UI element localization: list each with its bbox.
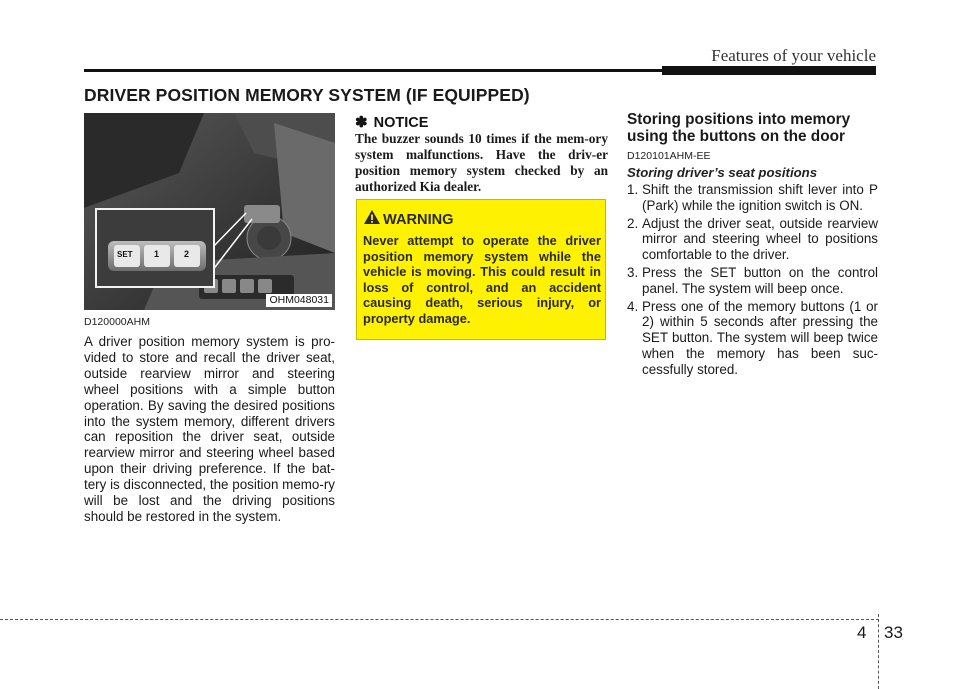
- footer-divider: [878, 614, 879, 689]
- door-memory-buttons-photo: [84, 113, 335, 310]
- storing-subtitle: Storing driver’s seat positions: [627, 165, 818, 180]
- header-title: Features of your vehicle: [711, 46, 876, 65]
- photo-code: OHM048031: [266, 294, 332, 307]
- storing-positions-title: Storing positions into memory using the buttons on the door: [627, 111, 851, 145]
- step-item: [627, 299, 878, 378]
- step-number: 1.: [627, 182, 639, 197]
- warning-box: [356, 199, 606, 340]
- step-number: 3.: [627, 264, 639, 280]
- intro-paragraph: A driver position memory system is pro-vided to store and recall the driver seat, outside rearview mirror and steering wheel positions with a simple button operation. By saving the desired positions into the system memory, different drivers can reposition the driver seat, outside rearview mirror and steering wheel based upon their driving preference. If the bat-tery is disconnected, the position memo-ry will be lost and the driving positions should be restored in the system.: [84, 334, 335, 524]
- warning-triangle-icon: [363, 209, 381, 225]
- header-tab-bar: [662, 66, 876, 75]
- step-text: Press one of the memory buttons (1 or 2) within 5 seconds after pressing the SET button. The system will beep twice when the memory has been suc-cessfully stored.: [642, 298, 878, 377]
- footer-rule: [0, 619, 879, 620]
- warning-text: Never attempt to operate the driver position memory system while the vehicle is moving. This could result in loss of control, and an accident causing death, serious injury, or property damage.: [363, 233, 601, 326]
- notice-text: The buzzer sounds 10 times if the mem-ory system malfunctions. Have the driv-er position memory system checked by an authorized Kia dealer.: [355, 131, 608, 194]
- step-text: Shift the transmission shift lever into P (Park) while the ignition switch is ON.: [642, 182, 878, 213]
- memory-button-1-label: 1: [154, 249, 160, 259]
- step-item: [627, 182, 878, 214]
- chapter-number: 4: [857, 623, 867, 642]
- door-panel-illustration: [84, 113, 335, 310]
- notice-star-icon: ✽: [355, 114, 368, 131]
- storing-section-code: D120101AHM-EE: [627, 150, 711, 162]
- step-item: [627, 265, 878, 297]
- step-item: [627, 216, 878, 263]
- section-title: DRIVER POSITION MEMORY SYSTEM (IF EQUIPPED): [84, 85, 530, 105]
- set-button-label: SET: [117, 250, 133, 259]
- page-number: 33: [884, 623, 903, 642]
- step-text: Press the SET button on the control panel. The system will beep once.: [642, 264, 878, 296]
- memory-button-2-label: 2: [184, 249, 190, 259]
- step-text: Adjust the driver seat, outside rearview mirror and steering wheel to positions comfortable to the driver.: [642, 215, 878, 263]
- step-number: 4.: [627, 298, 639, 314]
- notice-label: NOTICE: [373, 115, 429, 131]
- section-code: D120000AHM: [84, 316, 150, 328]
- notice-title: [355, 113, 428, 131]
- step-number: 2.: [627, 215, 639, 231]
- storing-steps-list: [627, 182, 878, 380]
- warning-title: WARNING: [383, 212, 454, 228]
